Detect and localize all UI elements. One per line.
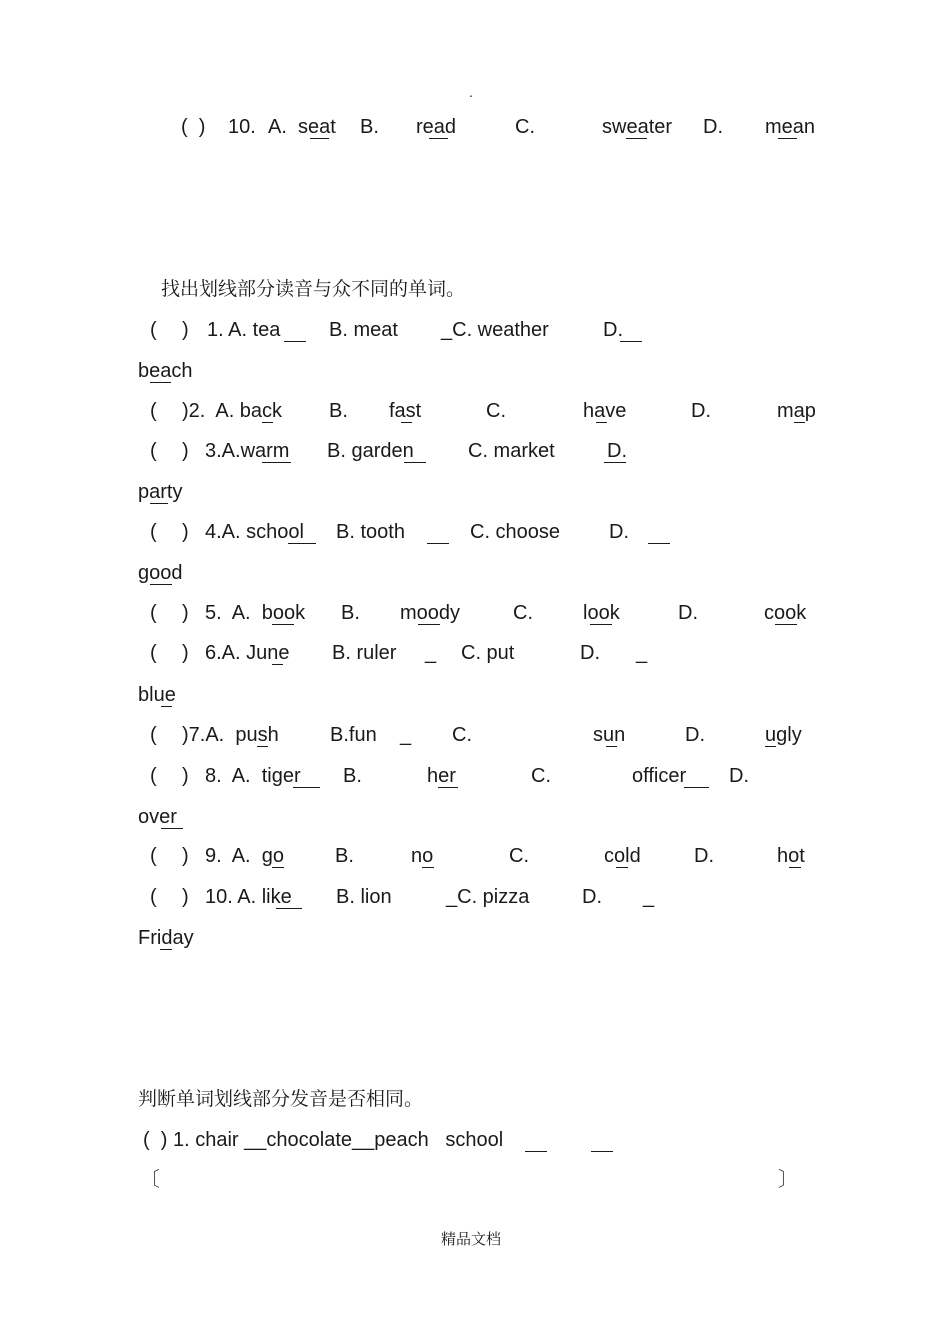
underline (272, 664, 283, 665)
option-d-letter: D. (703, 116, 723, 138)
option-c-word: cold (604, 845, 641, 867)
option-b-letter: B. (343, 765, 362, 787)
option-d-letter: D. (582, 886, 602, 908)
underline (161, 828, 183, 829)
footer-text: 精品文档 (441, 1230, 502, 1248)
option-d-word: cook (764, 602, 807, 624)
underline (616, 867, 628, 868)
answer-blank (525, 1151, 547, 1152)
paren-close: ) (182, 642, 189, 664)
question-number: 10. (228, 116, 256, 138)
underline (775, 624, 797, 625)
paren-close: ) (182, 521, 189, 543)
underline (150, 503, 168, 504)
option-b: B. garden (327, 440, 414, 462)
blank: _ (643, 886, 655, 908)
option-c-letter: C. (513, 602, 533, 624)
option-d-word: ugly (765, 724, 802, 746)
paren-close: ) (182, 886, 189, 908)
underline (276, 908, 302, 909)
underline (422, 867, 434, 868)
option-c-word: sweater (602, 116, 673, 138)
option-d-word: beach (138, 360, 193, 382)
option-a: 10. A. like (205, 886, 292, 908)
option-c-letter: C. (515, 116, 535, 138)
option-b: B. ruler (332, 642, 397, 664)
paren-open: ( (150, 440, 157, 462)
option-c: C. put (461, 642, 515, 664)
underline (404, 462, 426, 463)
option-c-word: officer (632, 765, 687, 787)
underline (429, 138, 448, 139)
option-b-word: fast (389, 400, 422, 422)
option-a: 9. A. go (205, 845, 284, 867)
option-b-word: her (427, 765, 456, 787)
underline (161, 706, 172, 707)
option-b-letter: B. (341, 602, 360, 624)
underline (789, 867, 801, 868)
underline (590, 624, 612, 625)
answer-blank (591, 1151, 613, 1152)
underline (257, 746, 268, 747)
option-b-word: no (411, 845, 434, 867)
option-d-word: map (777, 400, 816, 422)
option-b-letter: B. (335, 845, 354, 867)
underline (150, 584, 172, 585)
option-c-word: have (583, 400, 627, 422)
option-d-letter: D. (580, 642, 600, 664)
underline (150, 382, 171, 383)
option-b-letter: B. (329, 400, 348, 422)
underline (310, 138, 329, 139)
underline (288, 543, 316, 544)
option-d-word: party (138, 481, 183, 503)
underline (604, 462, 626, 463)
option-c-letter: C. (509, 845, 529, 867)
paren-close: ) (182, 602, 189, 624)
underline (620, 341, 642, 342)
underline (778, 138, 797, 139)
paren-open: ( (150, 642, 157, 664)
option-d-letter: D. (691, 400, 711, 422)
underline (160, 949, 172, 950)
bracket-right: 〕 (778, 1169, 798, 1191)
underline (596, 422, 607, 423)
underline (427, 543, 449, 544)
option-d-letter: D. (729, 765, 749, 787)
paren-close: ) (182, 845, 189, 867)
underline (684, 787, 709, 788)
option-d-word: hot (777, 845, 805, 867)
question-1: ( ) 1. chair __chocolate__peach school (143, 1129, 504, 1151)
paren-close: ) (182, 440, 189, 462)
paren: ( ) (181, 116, 206, 138)
option-d-word: mean (765, 116, 816, 138)
option-c: C. market (468, 440, 555, 462)
underline (401, 422, 412, 423)
underline (626, 138, 647, 139)
option-c-letter: C. (452, 724, 472, 746)
option-a: 1. A. tea (207, 319, 281, 341)
underline (765, 746, 776, 747)
option-a-word: seat (298, 116, 336, 138)
blank: _ (425, 642, 437, 664)
paren-open: ( (150, 602, 157, 624)
paren-open: ( (150, 319, 157, 341)
underline (272, 624, 294, 625)
bracket-left: 〔 (140, 1169, 160, 1191)
paren-open: ( (150, 521, 157, 543)
paren-open: ( (150, 765, 157, 787)
option-c: _C. pizza (446, 886, 530, 908)
option-b: B. tooth (336, 521, 405, 543)
blank: _ (636, 642, 648, 664)
underline (262, 422, 273, 423)
option-a: 3.A.warm (205, 440, 290, 462)
underline (262, 462, 291, 463)
option-c-letter: C. (531, 765, 551, 787)
underline (418, 624, 440, 625)
option-c-letter: C. (486, 400, 506, 422)
section-title: 找出划线部分读音与众不同的单词。 (161, 278, 466, 300)
option-a: 4.A. school (205, 521, 304, 543)
option-b-word: moody (400, 602, 461, 624)
option-b-word: read (416, 116, 457, 138)
underline (284, 341, 306, 342)
option-d-word: over (138, 806, 177, 828)
paren-open: ( (150, 724, 157, 746)
option-a-letter: A. (268, 116, 287, 138)
option-a: )7.A. push (182, 724, 279, 746)
underline (648, 543, 670, 544)
option-a: 5. A. book (205, 602, 306, 624)
option-d-word: Friday (138, 927, 194, 949)
option-b: B.fun (330, 724, 377, 746)
option-d: D. (603, 319, 623, 341)
option-d-letter: D. (678, 602, 698, 624)
option-d-word: blue (138, 684, 176, 706)
paren-close: ) (182, 765, 189, 787)
option-a: 6.A. June (205, 642, 290, 664)
paren-close: ) (182, 319, 189, 341)
top-dot: . (469, 84, 473, 100)
option-c-word: look (583, 602, 620, 624)
option-d: D. (609, 521, 629, 543)
paren-open: ( (150, 400, 157, 422)
underline (606, 746, 617, 747)
underline (293, 787, 320, 788)
underline (438, 787, 458, 788)
section-title: 判断单词划线部分发音是否相同。 (138, 1088, 424, 1110)
blank: _ (400, 724, 412, 746)
option-d: D. (607, 440, 627, 462)
option-b: B. meat (329, 319, 398, 341)
option-a: )2. A. back (182, 400, 283, 422)
paren-open: ( (150, 845, 157, 867)
option-a: 8. A. tiger (205, 765, 301, 787)
option-d-letter: D. (685, 724, 705, 746)
option-c: _C. weather (441, 319, 549, 341)
option-b: B. lion (336, 886, 392, 908)
option-d-word: good (138, 562, 183, 584)
option-b-letter: B. (360, 116, 379, 138)
option-c-word: sun (593, 724, 626, 746)
paren-open: ( (150, 886, 157, 908)
underline (794, 422, 805, 423)
option-d-letter: D. (694, 845, 714, 867)
option-c: C. choose (470, 521, 561, 543)
underline (272, 867, 284, 868)
